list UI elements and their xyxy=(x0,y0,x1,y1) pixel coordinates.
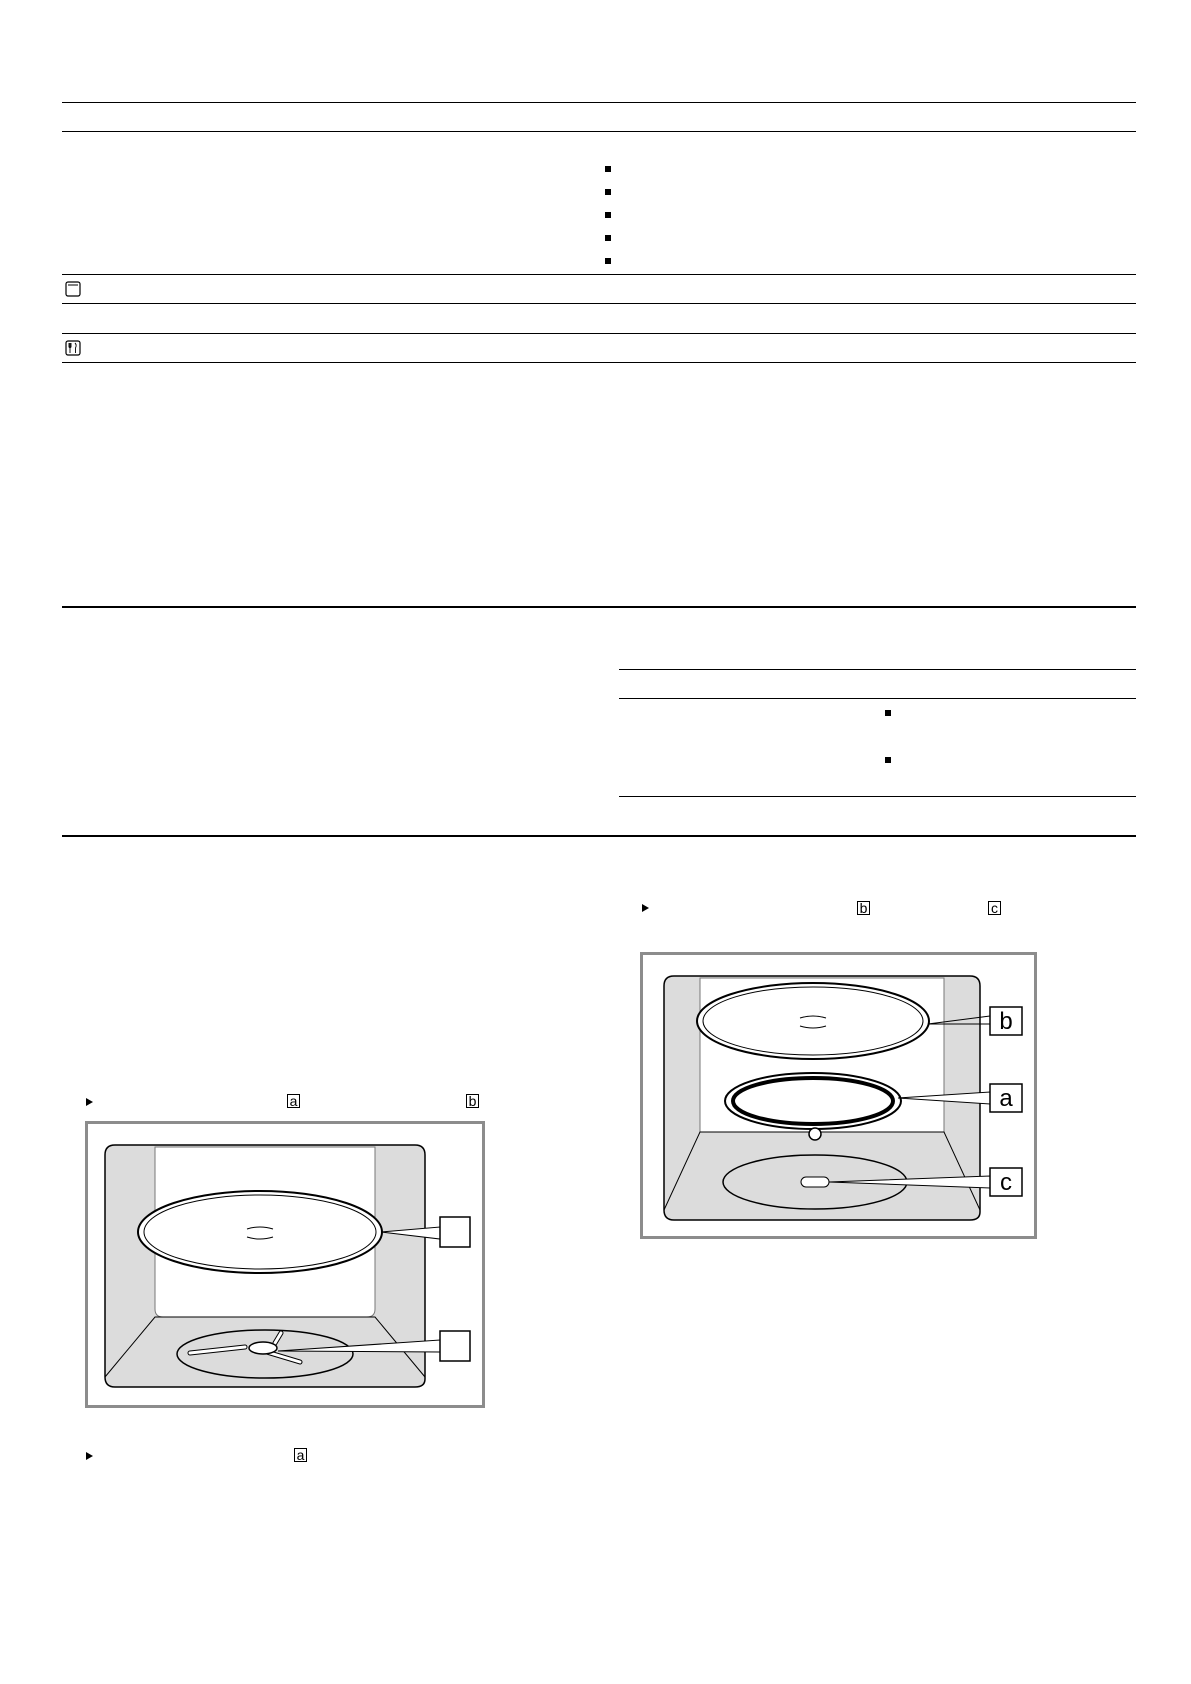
ref-label-b: b xyxy=(466,1094,479,1108)
list-bullet xyxy=(605,166,611,172)
section-divider xyxy=(62,835,1136,837)
ref-label-c: c xyxy=(988,901,1001,915)
step-arrow-icon xyxy=(642,904,649,912)
list-bullet xyxy=(605,212,611,218)
table-rule xyxy=(62,333,1136,334)
table-rule xyxy=(62,274,1136,275)
section-divider xyxy=(62,606,1136,608)
step-arrow-icon xyxy=(86,1452,93,1460)
list-bullet xyxy=(605,235,611,241)
list-bullet xyxy=(885,710,891,716)
small-table-rule-top xyxy=(619,669,1136,670)
list-bullet xyxy=(605,189,611,195)
table-rule-bottom xyxy=(62,362,1136,363)
callout-b: b xyxy=(999,1008,1013,1035)
ref-label-a: a xyxy=(287,1094,300,1108)
oven-icon xyxy=(65,281,81,297)
table-rule xyxy=(62,303,1136,304)
table-rule-top xyxy=(62,102,1136,103)
cutlery-icon xyxy=(65,340,81,356)
ref-label-b: b xyxy=(857,901,870,915)
turntable-exploded-figure xyxy=(640,952,1037,1239)
callout-a: a xyxy=(999,1085,1013,1112)
list-bullet xyxy=(605,258,611,264)
list-bullet xyxy=(885,757,891,763)
ref-label-a: a xyxy=(294,1448,307,1462)
turntable-installed-figure xyxy=(85,1121,485,1409)
table-rule-header xyxy=(62,131,1136,132)
small-table-rule-bottom xyxy=(619,796,1136,797)
step-arrow-icon xyxy=(86,1098,93,1106)
callout-c: c xyxy=(1000,1169,1012,1196)
small-table-rule-header xyxy=(619,698,1136,699)
